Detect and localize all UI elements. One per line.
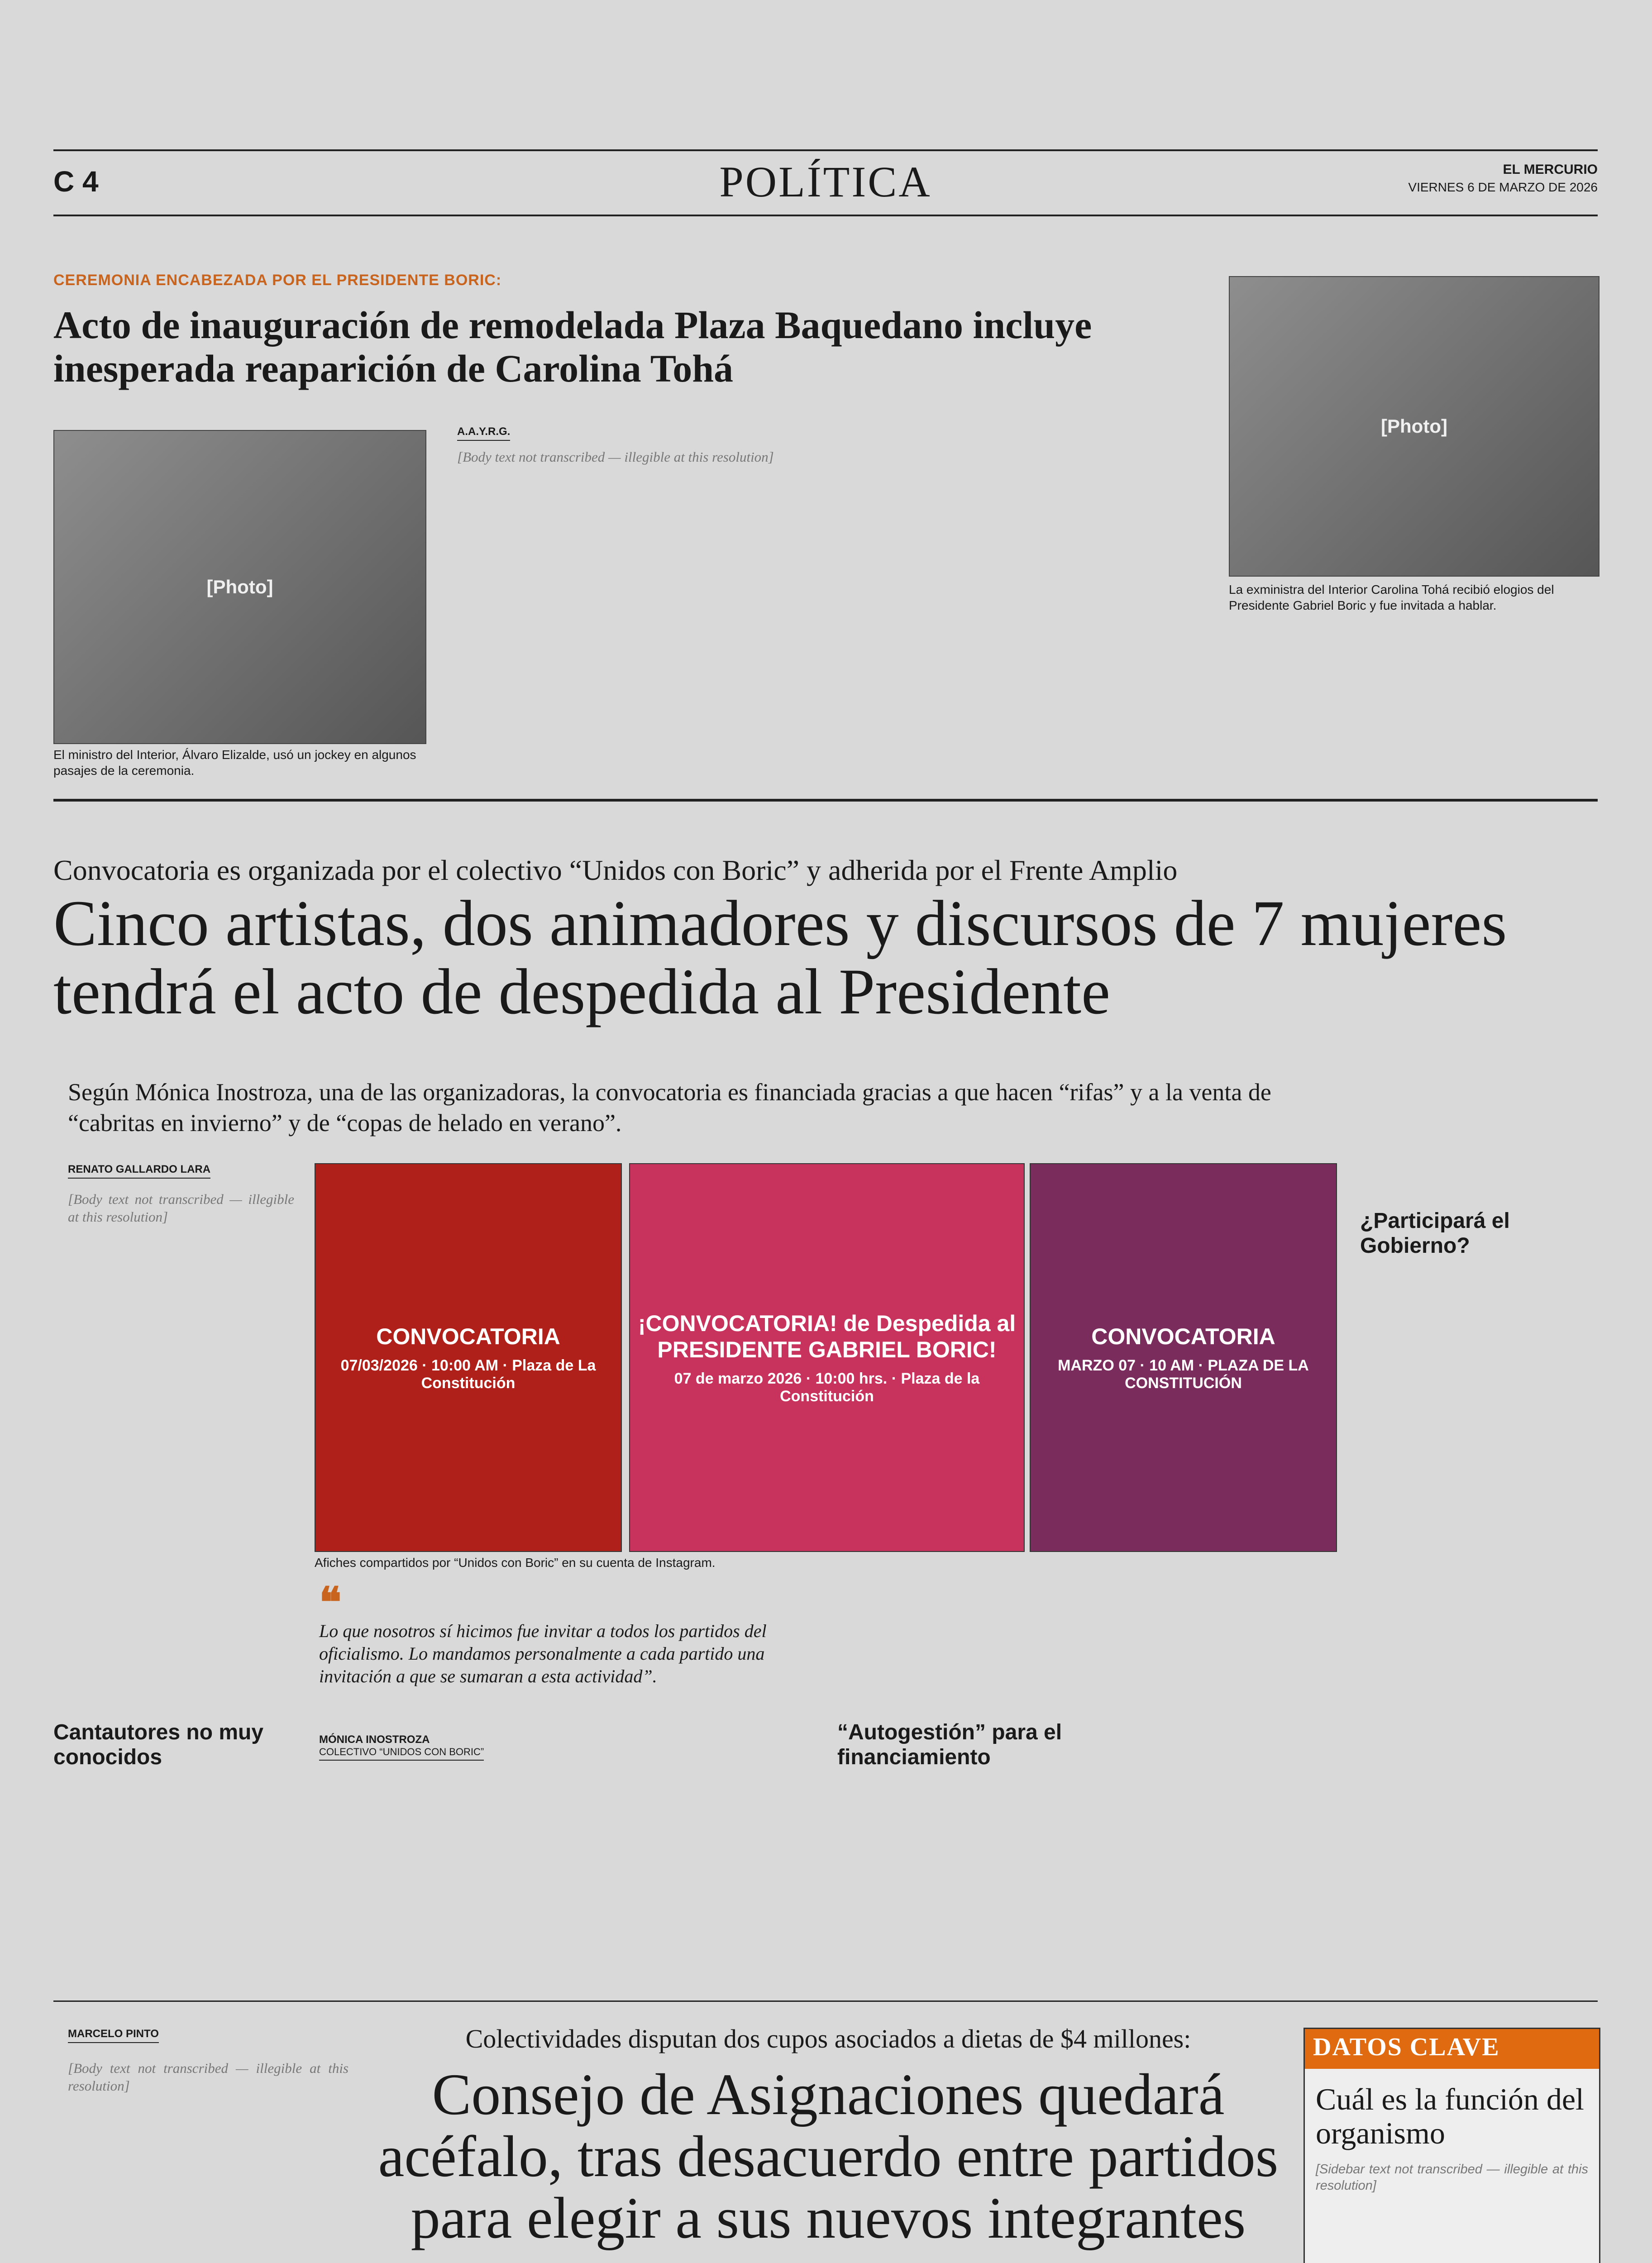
poster-title: CONVOCATORIA (1091, 1323, 1275, 1349)
newspaper-name: EL MERCURIO (1503, 162, 1598, 177)
page-number: C 4 (53, 165, 99, 198)
article2-body: [Body text not transcribed — illegible at this resolution] (68, 1191, 294, 1225)
article1-kicker: CEREMONIA ENCABEZADA POR EL PRESIDENTE BORIC: (53, 272, 502, 289)
quote-author-name: MÓNICA INOSTROZA (319, 1733, 430, 1746)
sidebar-body: [Sidebar text not transcribed — illegible at this resolution] (1316, 2162, 1588, 2193)
poster-detail: 07/03/2026 · 10:00 AM · Plaza de La Constitución (340, 1356, 596, 1392)
datos-clave-sidebar (1303, 2028, 1600, 2263)
sidebar-title: Cuál es la función del organismo (1316, 2082, 1584, 2150)
article1-left-caption: El ministro del Interior, Álvaro Elizalde, usó un jockey en algunos pasajes de la ceremonia. (53, 748, 416, 778)
convocatoria-poster-3 (1030, 1163, 1337, 1552)
section-divider-2 (53, 2000, 1598, 2002)
article2-kicker: Convocatoria es organizada por el colectivo “Unidos con Boric” y adherida por el Frente Amplio (53, 854, 1178, 886)
article1-right-caption: La exministra del Interior Carolina Tohá recibió elogios del Presidente Gabriel Boric y fue invitada a hablar. (1229, 582, 1554, 612)
quote-text: Lo que nosotros sí hicimos fue invitar a todos los partidos del oficialismo. Lo mandamos personalmente a cada partido una invitación a que se sumaran a esta actividad”. (319, 1620, 767, 1686)
article3-kicker: Colectividades disputan dos cupos asociados a dietas de $4 millones: (465, 2024, 1191, 2053)
section-divider (53, 799, 1598, 802)
poster-detail: MARZO 07 · 10 AM · PLAZA DE LA CONSTITUCIÓN (1058, 1356, 1309, 1392)
quote-author-role: COLECTIVO “UNIDOS CON BORIC” (319, 1746, 484, 1757)
newspaper-masthead (1408, 162, 1598, 195)
posters-caption: Afiches compartidos por “Unidos con Boric” en su cuenta de Instagram. (315, 1556, 716, 1570)
article3-body: [Body text not transcribed — illegible at this resolution] (68, 2060, 349, 2094)
article2-byline: RENATO GALLARDO LARA (68, 1163, 210, 1179)
poster-title: CONVOCATORIA (376, 1323, 560, 1349)
poster-detail: 07 de marzo 2026 · 10:00 hrs. · Plaza de la Constitución (674, 1370, 980, 1405)
convocatoria-poster-2 (629, 1163, 1025, 1552)
article1-right-photo: [Photo] (1229, 276, 1599, 577)
article2-quote-author (319, 1733, 484, 1761)
article3-byline: MARCELO PINTO (68, 2028, 159, 2043)
article2-subhead-cantautores: Cantautores no muy conocidos (53, 1720, 264, 1770)
article1-body: [Body text not transcribed — illegible at this resolution] (457, 449, 774, 465)
article2-deck: Según Mónica Inostroza, una de las organizadoras, la convocatoria es financiada gracias a que hacen “rifas” y a la venta de “cabritas en invierno” y de “copas de helado en verano”. (68, 1079, 1271, 1136)
article1-left-photo: [Photo] (53, 430, 426, 744)
page-header (53, 149, 1598, 216)
publication-date: VIERNES 6 DE MARZO DE 2026 (1408, 180, 1598, 194)
article3-headline: Consejo de Asignaciones quedará acéfalo, tras desacuerdo entre partidos para elegir a sus nuevos integrantes (378, 2062, 1279, 2251)
article1-byline: A.A.Y.R.G. (457, 425, 510, 441)
article2-subhead-autogestion: “Autogestión” para el financiamiento (837, 1720, 1062, 1770)
article2-headline: Cinco artistas, dos animadores y discursos de 7 mujeres tendrá el acto de despedida al Presidente (53, 888, 1507, 1028)
article2-subhead-gobierno: ¿Participará el Gobierno? (1360, 1209, 1510, 1258)
article2-pull-quote (319, 1580, 808, 1688)
section-title: POLÍTICA (719, 158, 932, 206)
sidebar-label: DATOS CLAVE (1305, 2029, 1599, 2069)
poster-title: ¡CONVOCATORIA! de Despedida al PRESIDENTE GABRIEL BORIC! (638, 1310, 1016, 1362)
quote-mark-icon: ❝ (319, 1580, 342, 1626)
convocatoria-poster-1 (315, 1163, 622, 1552)
article1-headline: Acto de inauguración de remodelada Plaza Baquedano incluye inesperada reaparición de Carolina Tohá (53, 303, 1092, 391)
